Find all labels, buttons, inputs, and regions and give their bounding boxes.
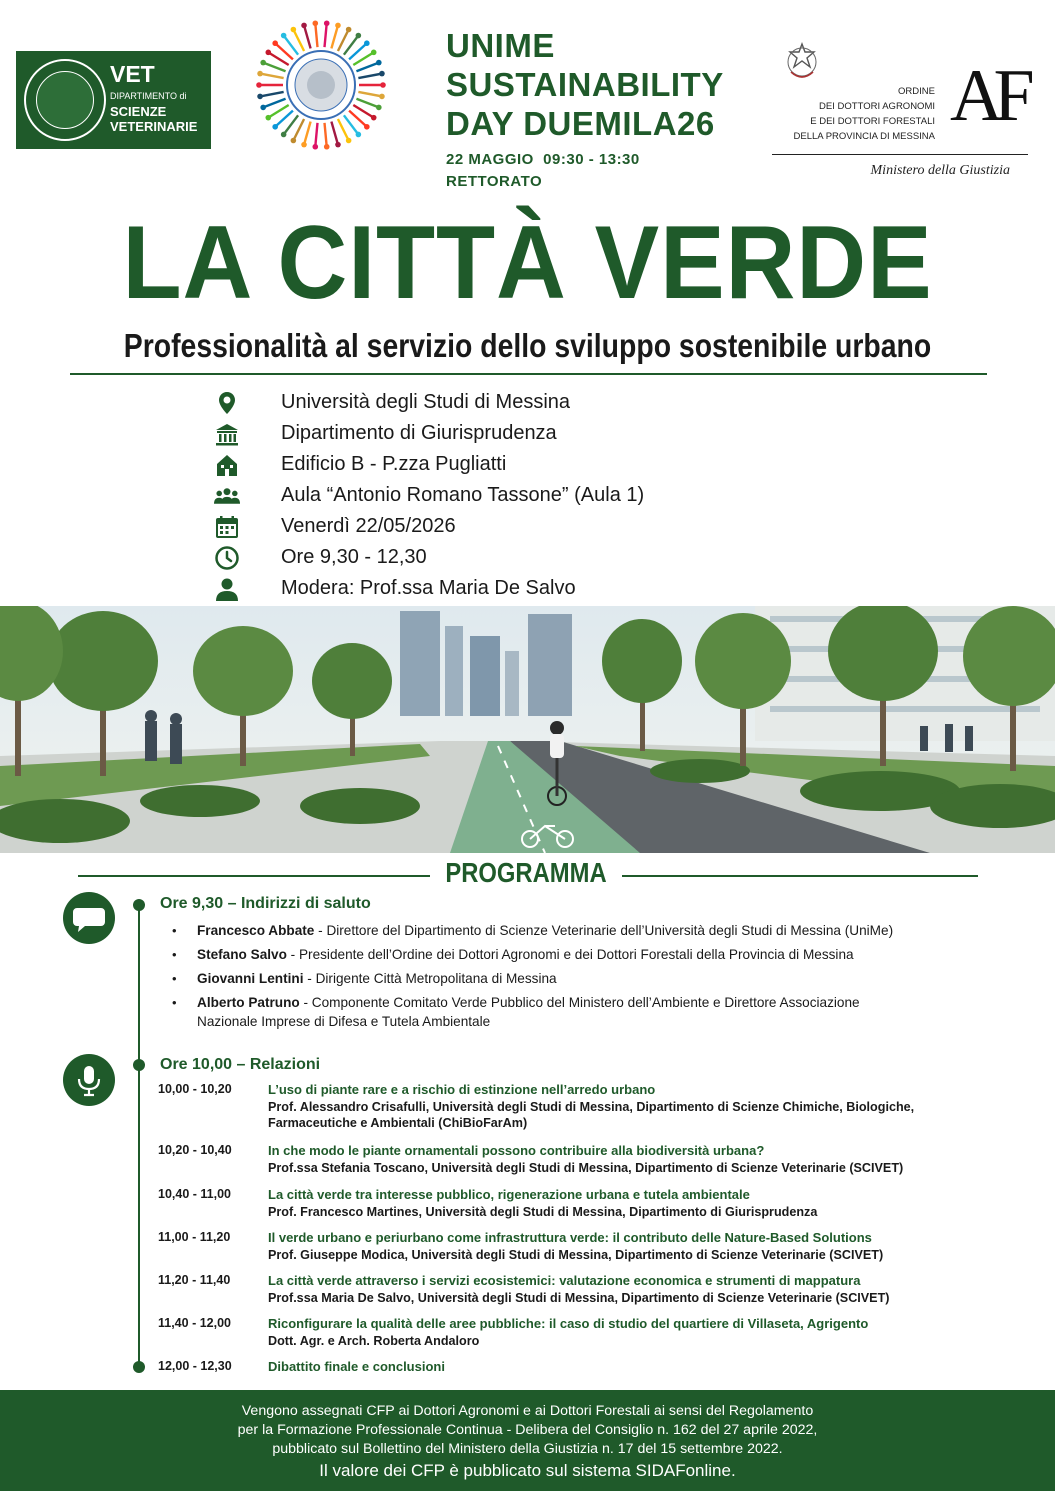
info-row-department xyxy=(210,419,810,450)
talk-title: In che modo le piante ornamentali possono contribuire alla biodiversità urbana? xyxy=(268,1143,765,1158)
talk-speaker: Prof.ssa Maria De Salvo, Università degli Studi di Messina, Dipartimento di Scienze Veterinarie (SCIVET) xyxy=(268,1291,890,1305)
clock-icon xyxy=(214,545,240,571)
talk-speaker: Prof. Francesco Martines, Università degli Studi di Messina, Dipartimento di Giurisprudenza xyxy=(268,1205,818,1219)
talk-title: Il verde urbano e periurbano come infrastruttura verde: il contributo delle Nature-Based Solutions xyxy=(268,1230,872,1245)
event-block xyxy=(446,26,724,190)
talk-time: 11,00 - 11,20 xyxy=(158,1230,231,1244)
ordine-line3: E DEI DOTTORI FORESTALI xyxy=(810,116,935,127)
timeline-dot xyxy=(133,1059,145,1071)
list-item: • Francesco Abbate - Direttore del Dipartimento di Scienze Veterinarie dell’Università degli Studi di Messina (UniMe) xyxy=(172,923,894,938)
title-divider xyxy=(70,373,987,375)
timeline-dot xyxy=(133,899,145,911)
university-seal-icon xyxy=(24,59,106,141)
talk-speaker: Dott. Agr. e Arch. Roberta Andaloro xyxy=(268,1334,480,1348)
info-text: Venerdì 22/05/2026 xyxy=(281,515,456,537)
building-icon xyxy=(214,452,240,478)
talk-speaker: Prof.ssa Stefania Toscano, Università degli Studi di Messina, Dipartimento di Scienze Veterinarie (SCIVET) xyxy=(268,1161,904,1175)
speaker-name: Giovanni Lentini xyxy=(197,971,304,986)
programma-heading xyxy=(0,856,1055,896)
talk-time: 10,20 - 10,40 xyxy=(158,1143,232,1157)
ordine-name xyxy=(770,84,935,144)
vet-logo-name: SCIENZE VETERINARIE xyxy=(110,104,198,134)
talk-title: Riconfigurare la qualità delle aree pubbliche: il caso di studio del quartiere di Villaseta, Agrigento xyxy=(268,1316,869,1331)
talk-title: Dibattito finale e conclusioni xyxy=(268,1359,445,1374)
speaker-role: - Direttore del Dipartimento di Scienze Veterinarie dell’Università degli Studi di Messina (UniMe) xyxy=(314,923,894,938)
unime-sustainability-seal-icon xyxy=(253,17,389,153)
speaker-name: Alberto Patruno xyxy=(197,995,300,1010)
event-title-line1: UNIME xyxy=(446,27,555,64)
list-item: • Stefano Salvo - Presidente dell’Ordine dei Dottori Agronomi e dei Dottori Forestali della Provincia di Messina xyxy=(172,947,854,962)
footer-line2: per la Formazione Professionale Continua - Delibera del Consiglio n. 162 del 27 aprile 2022, xyxy=(237,1422,818,1438)
info-row-building xyxy=(210,450,810,481)
green-city-street-photo xyxy=(0,606,1055,853)
talk-time: 10,40 - 11,00 xyxy=(158,1187,231,1201)
info-row-room xyxy=(210,481,810,512)
info-row-location xyxy=(210,388,810,419)
vet-logo-abbr: VET xyxy=(110,61,155,87)
speaker-role: - Presidente dell’Ordine dei Dottori Agronomi e dei Dottori Forestali della Provincia di Messina xyxy=(286,947,854,962)
talk-time: 11,40 - 12,00 xyxy=(158,1316,231,1330)
page-title: LA CITTÀ VERDE xyxy=(122,205,933,321)
ordine-line4: DELLA PROVINCIA DI MESSINA xyxy=(793,131,935,142)
person-icon xyxy=(214,576,240,602)
header xyxy=(0,0,1055,200)
page-subtitle: Professionalità al servizio dello sviluppo sostenibile urbano xyxy=(123,327,932,364)
institution-icon xyxy=(214,421,240,447)
programma-rule-right xyxy=(622,875,978,877)
footer-line3: pubblicato sul Bollettino del Ministero della Giustizia n. 17 del 15 settembre 2022. xyxy=(272,1441,783,1457)
event-place: RETTORATO xyxy=(446,173,543,190)
calendar-icon xyxy=(214,514,240,540)
af-logo-mark: AF xyxy=(950,55,1025,137)
talk-title: La città verde tra interesse pubblico, rigenerazione urbana e tutela ambientale xyxy=(268,1187,750,1202)
event-info-list xyxy=(210,388,810,605)
info-text: Edificio B - P.zza Pugliatti xyxy=(281,453,507,475)
info-row-time xyxy=(210,543,810,574)
timeline-line xyxy=(138,904,140,1367)
info-text: Dipartimento di Giurisprudenza xyxy=(281,422,557,444)
speaker-role: - Componente Comitato Verde Pubblico del Ministero dell’Ambiente e Direttore Associazione Nazionale Imprese di Difesa e Tutela Ambientale xyxy=(197,995,860,1029)
programma-rule-left xyxy=(78,875,430,877)
ministero-label: Ministero della Giustizia xyxy=(870,163,1010,178)
talk-time: 11,20 - 11,40 xyxy=(158,1273,231,1287)
microphone-icon xyxy=(63,1054,115,1106)
info-row-moderator xyxy=(210,574,810,605)
info-row-date xyxy=(210,512,810,543)
footer xyxy=(0,1390,1055,1491)
ordine-divider xyxy=(772,154,1028,155)
info-text: Università degli Studi di Messina xyxy=(281,391,571,413)
info-text: Ore 9,30 - 12,30 xyxy=(281,546,427,568)
talk-time: 10,00 - 10,20 xyxy=(158,1082,232,1096)
talk-speaker: Prof. Giuseppe Modica, Università degli Studi di Messina, Dipartimento di Scienze Veterinarie (SCIVET) xyxy=(268,1248,884,1262)
event-title-line3: DAY DUEMILA26 xyxy=(446,105,715,142)
speech-bubble-icon xyxy=(63,892,115,944)
ordine-line1: ORDINE xyxy=(898,86,935,97)
map-pin-icon xyxy=(214,390,240,416)
saluti-title: Ore 9,30 – Indirizzi di saluto xyxy=(160,895,371,912)
info-text: Aula “Antonio Romano Tassone” (Aula 1) xyxy=(281,484,645,506)
people-group-icon xyxy=(214,483,240,509)
italian-republic-emblem-icon xyxy=(785,42,819,82)
vet-department-logo xyxy=(16,51,211,149)
talk-title: La città verde attraverso i servizi ecosistemici: valutazione economica e strumenti di mappatura xyxy=(268,1273,861,1288)
talk-time: 12,00 - 12,30 xyxy=(158,1359,232,1373)
ordine-logo-block xyxy=(770,42,1030,182)
info-text: Modera: Prof.ssa Maria De Salvo xyxy=(281,577,576,599)
list-item: • Giovanni Lentini - Dirigente Città Metropolitana di Messina xyxy=(172,971,557,986)
event-title-line2: SUSTAINABILITY xyxy=(446,66,724,103)
speaker-role: - Dirigente Città Metropolitana di Messina xyxy=(303,971,557,986)
ordine-line2: DEI DOTTORI AGRONOMI xyxy=(819,101,935,112)
footer-line4: Il valore dei CFP è pubblicato sul sistema SIDAFonline. xyxy=(319,1461,736,1480)
talk-speaker: Prof. Alessandro Crisafulli, Università degli Studi di Messina, Dipartimento di Scienze Chimiche, Biologiche, Farmaceutiche e Ambientali (ChiBioFarAm) xyxy=(268,1100,915,1130)
speaker-name: Francesco Abbate xyxy=(197,923,315,938)
talk-title: L’uso di piante rare e a rischio di estinzione nell’arredo urbano xyxy=(268,1082,656,1097)
event-date-time: 22 MAGGIO 09:30 - 13:30 xyxy=(446,151,640,168)
relazioni-title: Ore 10,00 – Relazioni xyxy=(160,1056,321,1073)
programma-title: PROGRAMMA xyxy=(445,857,607,888)
vet-logo-dipartimento: DIPARTIMENTO di xyxy=(110,91,187,101)
speaker-name: Stefano Salvo xyxy=(197,947,287,962)
timeline-dot xyxy=(133,1361,145,1373)
list-item: • Alberto Patruno - Componente Comitato Verde Pubblico del Ministero dell’Ambiente e Direttore Associazione Nazionale Imprese di Difesa e Tutela Ambientale xyxy=(172,995,860,1029)
footer-line1: Vengono assegnati CFP ai Dottori Agronomi e ai Dottori Forestali ai sensi del Regolamento xyxy=(241,1403,814,1419)
